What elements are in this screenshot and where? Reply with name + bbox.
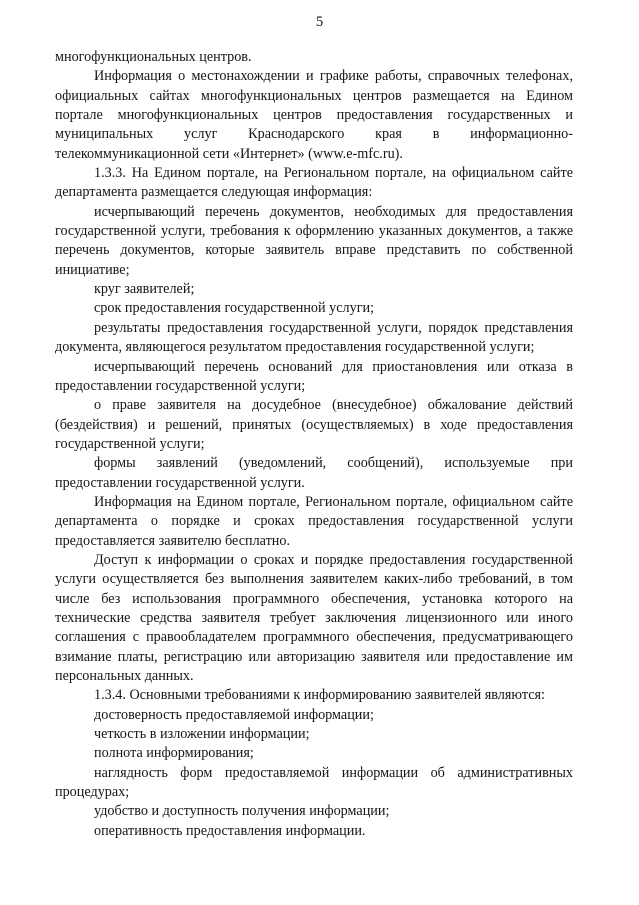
list-item-appeal: о праве заявителя на досудебное (внесудебное) обжалование действий (бездействия) и решений, принятых (осуществляемых) в ходе предоставления государственной услуги; <box>55 397 573 452</box>
list-item-forms: формы заявлений (уведомлений, сообщений), используемые при предоставлении государственной услуги. <box>55 455 573 491</box>
list-item-completeness: полнота информирования; <box>94 745 254 762</box>
list-item-results: результаты предоставления государственной услуги, порядок представления документа, являющегося результатом предоставления государственной услуги; <box>55 319 573 356</box>
list-item-reliability: достоверность предоставляемой информации; <box>94 706 374 723</box>
list-item-promptness: оперативность предоставления информации. <box>94 822 366 839</box>
paragraph-mfc-info: Информация о местонахождении и графике работы, справочных телефонах, официальных сайтах многофункциональных центров размещается на Едином портале многофункциональных центров предоставления государственных и муниципальных услуг Краснодарского края в информационно-телекоммуникационной сети «Интернет» (www.e-mfc.ru). <box>55 68 573 162</box>
paragraph-free-info: Информация на Едином портале, Региональном портале, официальном сайте департамента о порядке и сроках предоставления государственной услуги предоставляется заявителю бесплатно. <box>55 493 573 549</box>
paragraph-continuation: многофункциональных центров. <box>55 49 252 65</box>
list-item-term: срок предоставления государственной услуги; <box>94 300 375 317</box>
page-number: 5 <box>315 14 324 30</box>
list-item-grounds: исчерпывающий перечень оснований для приостановления или отказа в предоставлении государственной услуги; <box>55 358 573 394</box>
list-item-accessibility: удобство и доступность получения информации; <box>94 803 390 820</box>
paragraph-1-3-3: 1.3.3. На Едином портале, на Региональном портале, на официальном сайте департамента размещается следующая информация: <box>55 165 573 201</box>
paragraph-access: Доступ к информации о сроках и порядке предоставления государственной услуги осуществляется без выполнения заявителем каких-либо требований, в том числе без использования программного обеспечения, установка которого на технические средства заявителя требует заключения лицензионного или иного соглашения с правообладателем программного обеспечения, предусматривающего взимание платы, регистрацию или авторизацию заявителя или предоставление им персональных данных. <box>55 551 573 684</box>
document-body <box>55 48 573 841</box>
paragraph-1-3-4: 1.3.4. Основными требованиями к информированию заявителей являются: <box>94 687 545 704</box>
list-item-clarity: четкость в изложении информации; <box>94 726 310 743</box>
list-item-visibility: наглядность форм предоставляемой информации об административных процедурах; <box>55 764 573 801</box>
list-item-documents: исчерпывающий перечень документов, необходимых для предоставления государственной услуги, требования к оформлению указанных документов, а также перечень документов, которые заявитель вправе представить по собственной инициативе; <box>55 203 573 278</box>
list-item-applicants: круг заявителей; <box>94 281 195 298</box>
